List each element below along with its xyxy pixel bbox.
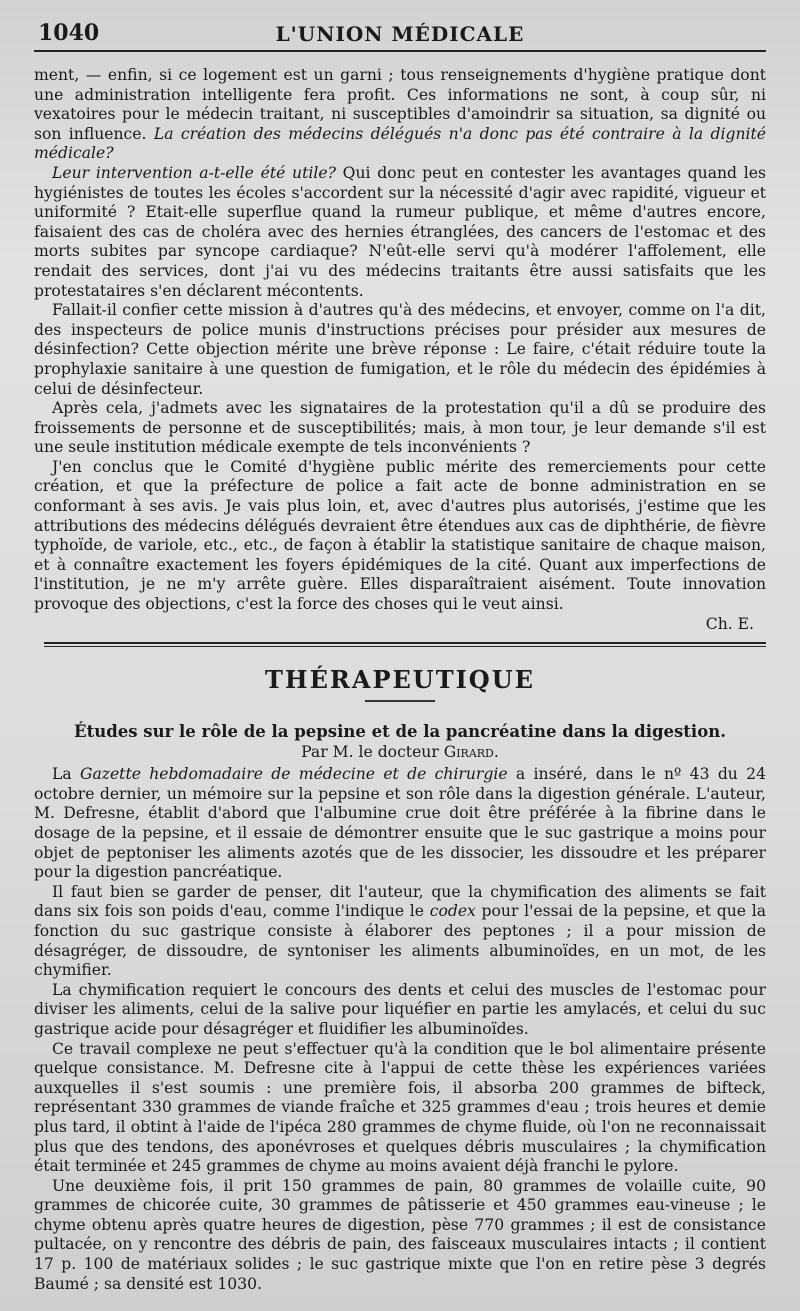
article-text xyxy=(34,765,766,1294)
byline-prefix: Par M. le docteur xyxy=(301,743,444,762)
codex-word: codex xyxy=(429,902,476,921)
journal-name: Gazette hebdomadaire de médecine et de chirurgie xyxy=(79,765,508,784)
paragraph: La chymification requiert le concours des dents et celui des muscles de l'estomac pour diviser les aliments, celui de la salive pour liquéfier en partie les amylacés, et celui du suc gastrique acide pour désagréger et fluidifier les albuminoïdes. xyxy=(34,980,766,1038)
page-number: 1040 xyxy=(38,20,100,46)
paragraph-text: pour l'essai de la pepsine, et que la fonction du suc gastrique consiste à élaborer des peptones ; il a pour mission de désagréger, de dissoudre, de syntoniser les aliments albuminoïdes, en un mot, de les chymifier. xyxy=(34,902,766,980)
paragraph: Après cela, j'admets avec les signataires de la protestation qu'il a dû se produire des froissements de personne et de susceptibilités; mais, à mon tour, je leur demande s'il est une seule institution médicale exempte de tels inconvénients ? xyxy=(34,399,766,457)
section-divider xyxy=(44,642,766,647)
paragraph-text: La xyxy=(52,765,80,784)
running-head xyxy=(34,14,766,52)
journal-title: L'UNION MÉDICALE xyxy=(275,22,525,46)
author-name: Girard xyxy=(443,743,494,762)
article-title: Études sur le rôle de la pepsine et de la pancréatine dans la digestion. xyxy=(74,722,726,742)
paragraph xyxy=(34,883,766,981)
italic-question: Leur intervention a-t-elle été utile? xyxy=(52,163,336,182)
paragraph-text: ment, — enfin, si ce logement est un garni ; tous renseignements d'hygiène pratique dont une administration intelligente fera profit. Ces informations ne sont, à coup sûr, ni vexatoires pour le médecin traitant, ni susceptibles d'amoindrir sa situation, sa dignité ou son influence. xyxy=(34,66,766,143)
paragraph: Fallait-il confier cette mission à d'autres qu'à des médecins, et envoyer, comme on l'a dit, des inspecteurs de police munis d'instructions précises pour présider aux mesures de désinfection? Cette objection mérite une brève réponse : Le faire, c'était réduire toute la prophylaxie sanitaire à une question de fumigation, et le rôle du médecin des épidémies à celui de désinfecteur. xyxy=(34,301,766,398)
signature: Ch. E. xyxy=(705,614,754,633)
paragraph: Une deuxième fois, il prit 150 grammes de pain, 80 grammes de volaille cuite, 90 grammes de chicorée cuite, 30 grammes de pâtisserie et 450 grammes eau-vineuse ; le chyme obtenu après quatre heures de digestion, pèse 770 grammes ; il est de consistance pultacée, on y rencontre des débris de pain, des faisceaux musculaires intacts ; il contient 17 p. 100 de matériaux solides ; le suc gastrique mixte que l'on en retire pèse 3 degrés Baumé ; sa densité est 1030. xyxy=(34,1176,766,1293)
title-rule xyxy=(365,700,435,702)
italic-question: La création des médecins délégués n'a donc pas été contraire à la dignité médicale? xyxy=(34,124,767,163)
section-title: THÉRAPEUTIQUE xyxy=(265,665,535,695)
paragraph: J'en conclus que le Comité d'hygiène public mérite des remerciements pour cette création, et que la préfecture de police a fait acte de bonne administration en se conformant à ses avis. Je vais plus loin, et, avec d'autres plus autorisés, j'estime que les attributions des médecins délégués devraient être étendues aux cas de diphthérie, de fièvre typhoïde, de variole, etc., etc., de façon à établir la statistique sanitaire de chaque maison, et à connaître exactement les foyers épidémiques de la cité. Quant aux imperfections de l'institution, je ne m'y arrête guère. Elles disparaîtraient aisément. Toute innovation provoque des objections, c'est la force des choses qui le veut ainsi. xyxy=(34,457,766,614)
paragraph-text: Il faut bien se garder de penser, dit l'auteur, que la chymification des aliments se fait dans six fois son poids d'eau, comme l'indique le xyxy=(34,882,766,921)
editorial-text xyxy=(34,66,766,634)
byline-suffix: . xyxy=(493,743,499,762)
paragraph-text: a inséré, dans le nº 43 du 24 octobre dernier, un mémoire sur la pepsine et son rôle dans la digestion générale. L'auteur, M. Defresne, établit d'abord que l'albumine crue doit être préférée à la fibrine dans le dosage de la pepsine, et il essaie de démontrer ensuite que le suc gastrique a moins pour objet de peptoniser les aliments azotés que de les dissocier, les dissoudre et les préparer pour la digestion pancréatique. xyxy=(34,765,767,882)
byline xyxy=(34,743,766,761)
paragraph xyxy=(34,164,766,301)
paragraph xyxy=(34,765,766,883)
paragraph-text: Qui donc peut en contester les avantages quand les hygiénistes de toutes les écoles s'accordent sur la nécessité d'agir avec rapidité, vigueur et uniformité ? Etait-elle superflue quand la rumeur publique, et même d'autres encore, faisaient des cas de choléra avec des hernies étranglées, des cancers de l'estomac et des morts subites par syncope cardiaque? N'eût-elle servi qu'à modérer l'affolement, elle rendait des services, dont j'ai vu des médecins traitants être aussi satisfaits que les protestataires s'en déclarent mécontents. xyxy=(34,163,766,300)
paragraph xyxy=(34,66,766,164)
paragraph: Ce travail complexe ne peut s'effectuer qu'à la condition que le bol alimentaire présente quelque consistance. M. Defresne cite à l'appui de cette thèse les expériences variées auxquelles il s'est soumis : une première fois, il absorba 200 grammes de bifteck, représentant 330 grammes de viande fraîche et 325 grammes d'eau ; trois heures et demie plus tard, il obtint à l'aide de l'ipéca 280 grammes de chyme fluide, où l'on ne reconnaissait plus que des tendons, des aponévroses et quelques débris musculaires ; la chymification était terminée et 245 grammes de chyme au moins avaient déjà franchi le pylore. xyxy=(34,1039,766,1176)
